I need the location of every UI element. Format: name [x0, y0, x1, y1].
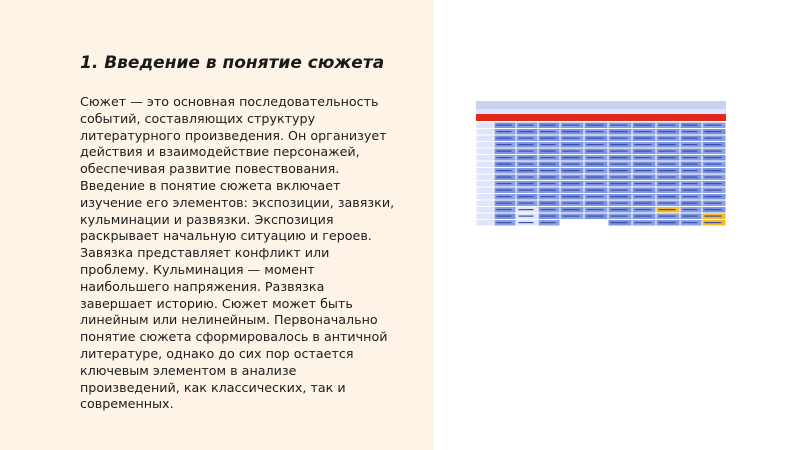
- cell-text-mark: [659, 125, 676, 126]
- cell-text-mark: [635, 151, 652, 152]
- cell-text-mark: [541, 144, 556, 145]
- cell-text-mark: [683, 222, 698, 223]
- cell-text-mark: [705, 222, 722, 223]
- cell-text-mark: [541, 170, 556, 171]
- sheet-header-row: [476, 114, 726, 121]
- cell-text-mark: [683, 183, 698, 184]
- cell-text-mark: [611, 196, 628, 197]
- sheet-cell: [477, 149, 494, 155]
- cell-text-mark: [519, 144, 534, 145]
- cell-text-mark: [519, 177, 534, 178]
- cell-text-mark: [541, 164, 556, 165]
- cell-text-mark: [683, 190, 698, 191]
- sheet-cell: [477, 168, 494, 174]
- sheet-cell: [477, 155, 494, 161]
- cell-text-mark: [683, 170, 698, 171]
- cell-text-mark: [705, 144, 722, 145]
- cell-text-mark: [563, 125, 580, 126]
- cell-text-mark: [683, 144, 698, 145]
- cell-text-mark: [519, 196, 534, 197]
- cell-text-mark: [519, 170, 534, 171]
- cell-text-mark: [635, 177, 652, 178]
- cell-text-mark: [635, 125, 652, 126]
- cell-text-mark: [587, 151, 604, 152]
- cell-text-mark: [635, 131, 652, 132]
- cell-text-mark: [659, 196, 676, 197]
- cell-text-mark: [497, 203, 512, 204]
- cell-text-mark: [541, 151, 556, 152]
- cell-text-mark: [659, 164, 676, 165]
- cell-text-mark: [705, 151, 722, 152]
- cell-text-mark: [519, 183, 534, 184]
- cell-text-mark: [611, 170, 628, 171]
- cell-text-mark: [683, 216, 698, 217]
- cell-text-mark: [587, 164, 604, 165]
- cell-text-mark: [683, 209, 698, 210]
- cell-text-mark: [683, 203, 698, 204]
- cell-text-mark: [611, 177, 628, 178]
- cell-text-mark: [541, 222, 556, 223]
- cell-text-mark: [587, 183, 604, 184]
- cell-text-mark: [563, 216, 580, 217]
- cell-text-mark: [705, 183, 722, 184]
- cell-text-mark: [611, 164, 628, 165]
- cell-text-mark: [497, 222, 512, 223]
- cell-text-mark: [635, 203, 652, 204]
- cell-text-mark: [497, 177, 512, 178]
- cell-text-mark: [635, 216, 652, 217]
- cell-text-mark: [497, 144, 512, 145]
- sheet-cell: [477, 123, 494, 129]
- cell-text-mark: [659, 209, 676, 210]
- sheet-cell: [477, 201, 494, 207]
- cell-text-mark: [563, 131, 580, 132]
- cell-text-mark: [659, 144, 676, 145]
- sheet-cell: [477, 214, 494, 220]
- cell-text-mark: [497, 125, 512, 126]
- cell-text-mark: [519, 164, 534, 165]
- sheet-cell: [477, 136, 494, 142]
- cell-text-mark: [563, 177, 580, 178]
- cell-text-mark: [635, 164, 652, 165]
- cell-text-mark: [587, 177, 604, 178]
- cell-text-mark: [563, 183, 580, 184]
- cell-text-mark: [611, 216, 628, 217]
- cell-text-mark: [611, 151, 628, 152]
- cell-text-mark: [541, 138, 556, 139]
- cell-text-mark: [611, 157, 628, 158]
- cell-text-mark: [541, 216, 556, 217]
- cell-text-mark: [705, 203, 722, 204]
- cell-text-mark: [519, 209, 534, 210]
- sheet-cell: [477, 207, 494, 213]
- cell-text-mark: [587, 125, 604, 126]
- cell-text-mark: [563, 196, 580, 197]
- cell-text-mark: [519, 157, 534, 158]
- cell-text-mark: [519, 125, 534, 126]
- cell-text-mark: [497, 138, 512, 139]
- cell-text-mark: [683, 157, 698, 158]
- cell-text-mark: [563, 190, 580, 191]
- cell-text-mark: [611, 190, 628, 191]
- cell-text-mark: [659, 222, 676, 223]
- cell-text-mark: [705, 125, 722, 126]
- cell-text-mark: [563, 138, 580, 139]
- cell-text-mark: [497, 196, 512, 197]
- cell-text-mark: [705, 177, 722, 178]
- cell-text-mark: [497, 190, 512, 191]
- cell-text-mark: [587, 216, 604, 217]
- cell-text-mark: [611, 222, 628, 223]
- cell-text-mark: [541, 183, 556, 184]
- cell-text-mark: [519, 131, 534, 132]
- cell-text-mark: [611, 131, 628, 132]
- sheet-cell: [561, 220, 584, 226]
- cell-text-mark: [705, 190, 722, 191]
- spreadsheet-graphic: [476, 101, 726, 231]
- cell-text-mark: [705, 209, 722, 210]
- cell-text-mark: [611, 209, 628, 210]
- cell-text-mark: [563, 203, 580, 204]
- cell-text-mark: [497, 157, 512, 158]
- cell-text-mark: [541, 209, 556, 210]
- cell-text-mark: [659, 157, 676, 158]
- cell-text-mark: [635, 157, 652, 158]
- cell-text-mark: [705, 216, 722, 217]
- cell-text-mark: [519, 222, 534, 223]
- cell-text-mark: [497, 183, 512, 184]
- cell-text-mark: [683, 177, 698, 178]
- cell-text-mark: [563, 209, 580, 210]
- image-panel: [434, 0, 800, 450]
- cell-text-mark: [587, 138, 604, 139]
- cell-text-mark: [563, 164, 580, 165]
- sheet-toolbar: [476, 101, 726, 109]
- cell-text-mark: [497, 131, 512, 132]
- slide-title: 1. Введение в понятие сюжета: [80, 53, 385, 73]
- cell-text-mark: [705, 196, 722, 197]
- cell-text-mark: [541, 157, 556, 158]
- cell-text-mark: [587, 170, 604, 171]
- cell-text-mark: [519, 138, 534, 139]
- cell-text-mark: [519, 151, 534, 152]
- cell-text-mark: [705, 157, 722, 158]
- cell-text-mark: [635, 183, 652, 184]
- cell-text-mark: [635, 222, 652, 223]
- cell-text-mark: [635, 144, 652, 145]
- cell-text-mark: [659, 216, 676, 217]
- cell-text-mark: [659, 203, 676, 204]
- cell-text-mark: [519, 190, 534, 191]
- cell-text-mark: [635, 138, 652, 139]
- cell-text-mark: [563, 144, 580, 145]
- cell-text-mark: [705, 138, 722, 139]
- cell-text-mark: [611, 125, 628, 126]
- sheet-cell: [477, 175, 494, 181]
- cell-text-mark: [563, 170, 580, 171]
- cell-text-mark: [659, 190, 676, 191]
- sheet-cell: [585, 220, 608, 226]
- sheet-cell: [477, 220, 494, 226]
- cell-text-mark: [587, 131, 604, 132]
- cell-text-mark: [659, 138, 676, 139]
- cell-text-mark: [659, 170, 676, 171]
- cell-text-mark: [497, 216, 512, 217]
- cell-text-mark: [541, 196, 556, 197]
- cell-text-mark: [635, 196, 652, 197]
- cell-text-mark: [541, 203, 556, 204]
- cell-text-mark: [683, 196, 698, 197]
- cell-text-mark: [497, 151, 512, 152]
- cell-text-mark: [659, 131, 676, 132]
- sheet-cell: [477, 181, 494, 187]
- sheet-cell: [477, 162, 494, 168]
- cell-text-mark: [541, 190, 556, 191]
- sheet-cell: [477, 188, 494, 194]
- slide-body-text: Сюжет — это основная последовательность событий, составляющих структуру литературного произведения. Он организует действия и взаимодействие персонажей, обеспечивая развитие повествования. Введение в понятие сюжета включает изучение его элементов: экспозиции, завязки, кульминации и развязки. Экспозиция раскрывает начальную ситуацию и героев. Завязка представляет конфликт или проблему. Кульминация — момент наибольшего напряжения. Развязка завершает историю. Сюжет может быть линейным или нелинейным. Первоначально понятие сюжета сформировалось в античной литературе, однако до сих пор остается ключевым элементом в анализе произведений, как классических, так и современных.: [80, 94, 395, 412]
- cell-text-mark: [683, 164, 698, 165]
- cell-text-mark: [541, 177, 556, 178]
- cell-text-mark: [611, 183, 628, 184]
- sheet-formula-bar: [476, 109, 726, 114]
- cell-text-mark: [611, 203, 628, 204]
- cell-text-mark: [587, 144, 604, 145]
- cell-text-mark: [705, 170, 722, 171]
- cell-text-mark: [563, 157, 580, 158]
- sheet-cell: [477, 142, 494, 148]
- cell-text-mark: [611, 138, 628, 139]
- cell-text-mark: [683, 151, 698, 152]
- cell-text-mark: [659, 177, 676, 178]
- cell-text-mark: [497, 170, 512, 171]
- cell-text-mark: [541, 125, 556, 126]
- cell-text-mark: [635, 190, 652, 191]
- cell-text-mark: [587, 203, 604, 204]
- cell-text-mark: [635, 170, 652, 171]
- cell-text-mark: [519, 203, 534, 204]
- cell-text-mark: [683, 125, 698, 126]
- cell-text-mark: [683, 131, 698, 132]
- cell-text-mark: [683, 138, 698, 139]
- cell-text-mark: [611, 144, 628, 145]
- cell-text-mark: [659, 151, 676, 152]
- cell-text-mark: [705, 131, 722, 132]
- cell-text-mark: [519, 216, 534, 217]
- cell-text-mark: [659, 183, 676, 184]
- cell-text-mark: [587, 209, 604, 210]
- cell-text-mark: [541, 131, 556, 132]
- cell-text-mark: [705, 164, 722, 165]
- cell-text-mark: [497, 164, 512, 165]
- sheet-cell: [477, 194, 494, 200]
- cell-text-mark: [587, 190, 604, 191]
- cell-text-mark: [587, 196, 604, 197]
- cell-text-mark: [635, 209, 652, 210]
- cell-text-mark: [563, 151, 580, 152]
- cell-text-mark: [497, 209, 512, 210]
- sheet-cell: [477, 129, 494, 135]
- cell-text-mark: [587, 157, 604, 158]
- spreadsheet-image: [476, 101, 726, 231]
